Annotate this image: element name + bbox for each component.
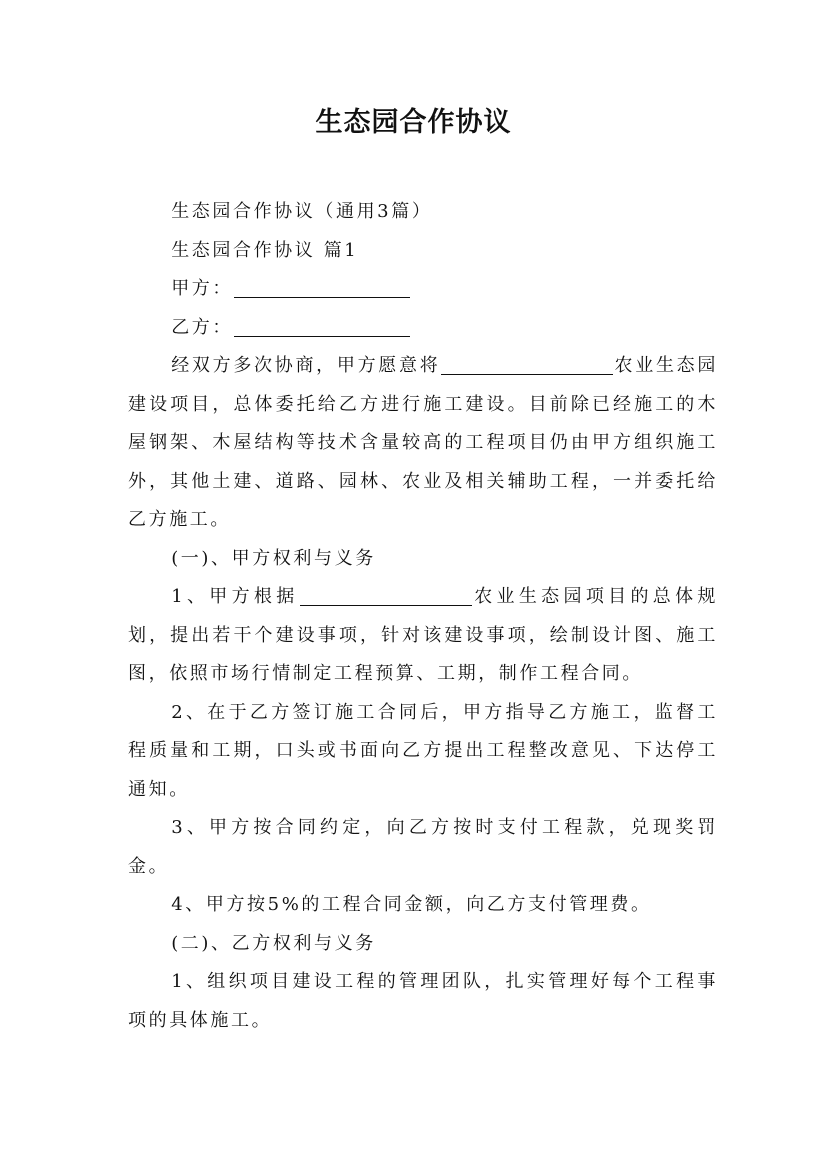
party-a-label: 甲方：	[171, 278, 233, 299]
paragraph-party-a	[128, 270, 718, 309]
paragraph-item	[128, 694, 718, 810]
paragraph-text: 农业生态园建设项目，总体委托给乙方进行施工建设。目前除已经施工的木屋钢架、木屋结构等技术含量较高的工程项目仍由甲方组织施工外，其他土建、道路、园林、农业及相关辅助工程，一并委托给乙方施工。	[128, 355, 718, 530]
paragraph-text: 1、组织项目建设工程的管理团队，扎实管理好每个工程事项的具体施工。	[128, 971, 718, 1031]
party-b-blank-line	[234, 314, 410, 337]
document-body	[128, 193, 718, 1040]
paragraph-text: (一)、甲方权利与义务	[171, 547, 376, 569]
paragraph-text: 1、甲方根据	[171, 586, 299, 607]
paragraph-text: 生态园合作协议 篇1	[171, 239, 359, 261]
paragraph-text: 3、甲方按合同约定，向乙方按时支付工程款，兑现奖罚金。	[128, 817, 718, 877]
paragraph-party-b	[128, 309, 718, 348]
paragraph-heading-party-b-duties	[128, 925, 718, 964]
paragraph-text: 农业生态园项目的总体规划，提出若干个建设事项，针对该建设事项，绘制设计图、施工图，依照市场行情制定工程预算、工期，制作工程合同。	[128, 586, 718, 684]
paragraph-text: 2、在于乙方签订施工合同后，甲方指导乙方施工，监督工程质量和工期，口头或书面向乙方提出工程整改意见、下达停工通知。	[128, 701, 718, 800]
paragraph-text: 生态园合作协议（通用3篇）	[171, 201, 433, 222]
document-title: 生态园合作协议	[315, 107, 512, 138]
paragraph-item	[128, 886, 718, 925]
party-a-blank-line	[234, 275, 410, 298]
party-b-label: 乙方：	[171, 316, 233, 338]
paragraph-item	[128, 809, 718, 886]
paragraph-item	[128, 578, 718, 694]
paragraph-item	[128, 963, 718, 1040]
paragraph-text: 经双方多次协商，甲方愿意将	[171, 355, 441, 376]
project-name-blank-line	[441, 352, 613, 375]
paragraph-subtitle	[128, 193, 718, 232]
paragraph-intro	[128, 347, 718, 540]
paragraph-heading-party-a-duties	[128, 540, 718, 579]
paragraph-text: 4、甲方按5%的工程合同金额，向乙方支付管理费。	[171, 894, 652, 915]
paragraph-section-heading	[128, 232, 718, 271]
project-basis-blank-line	[300, 583, 472, 606]
paragraph-text: (二)、乙方权利与义务	[171, 932, 376, 954]
